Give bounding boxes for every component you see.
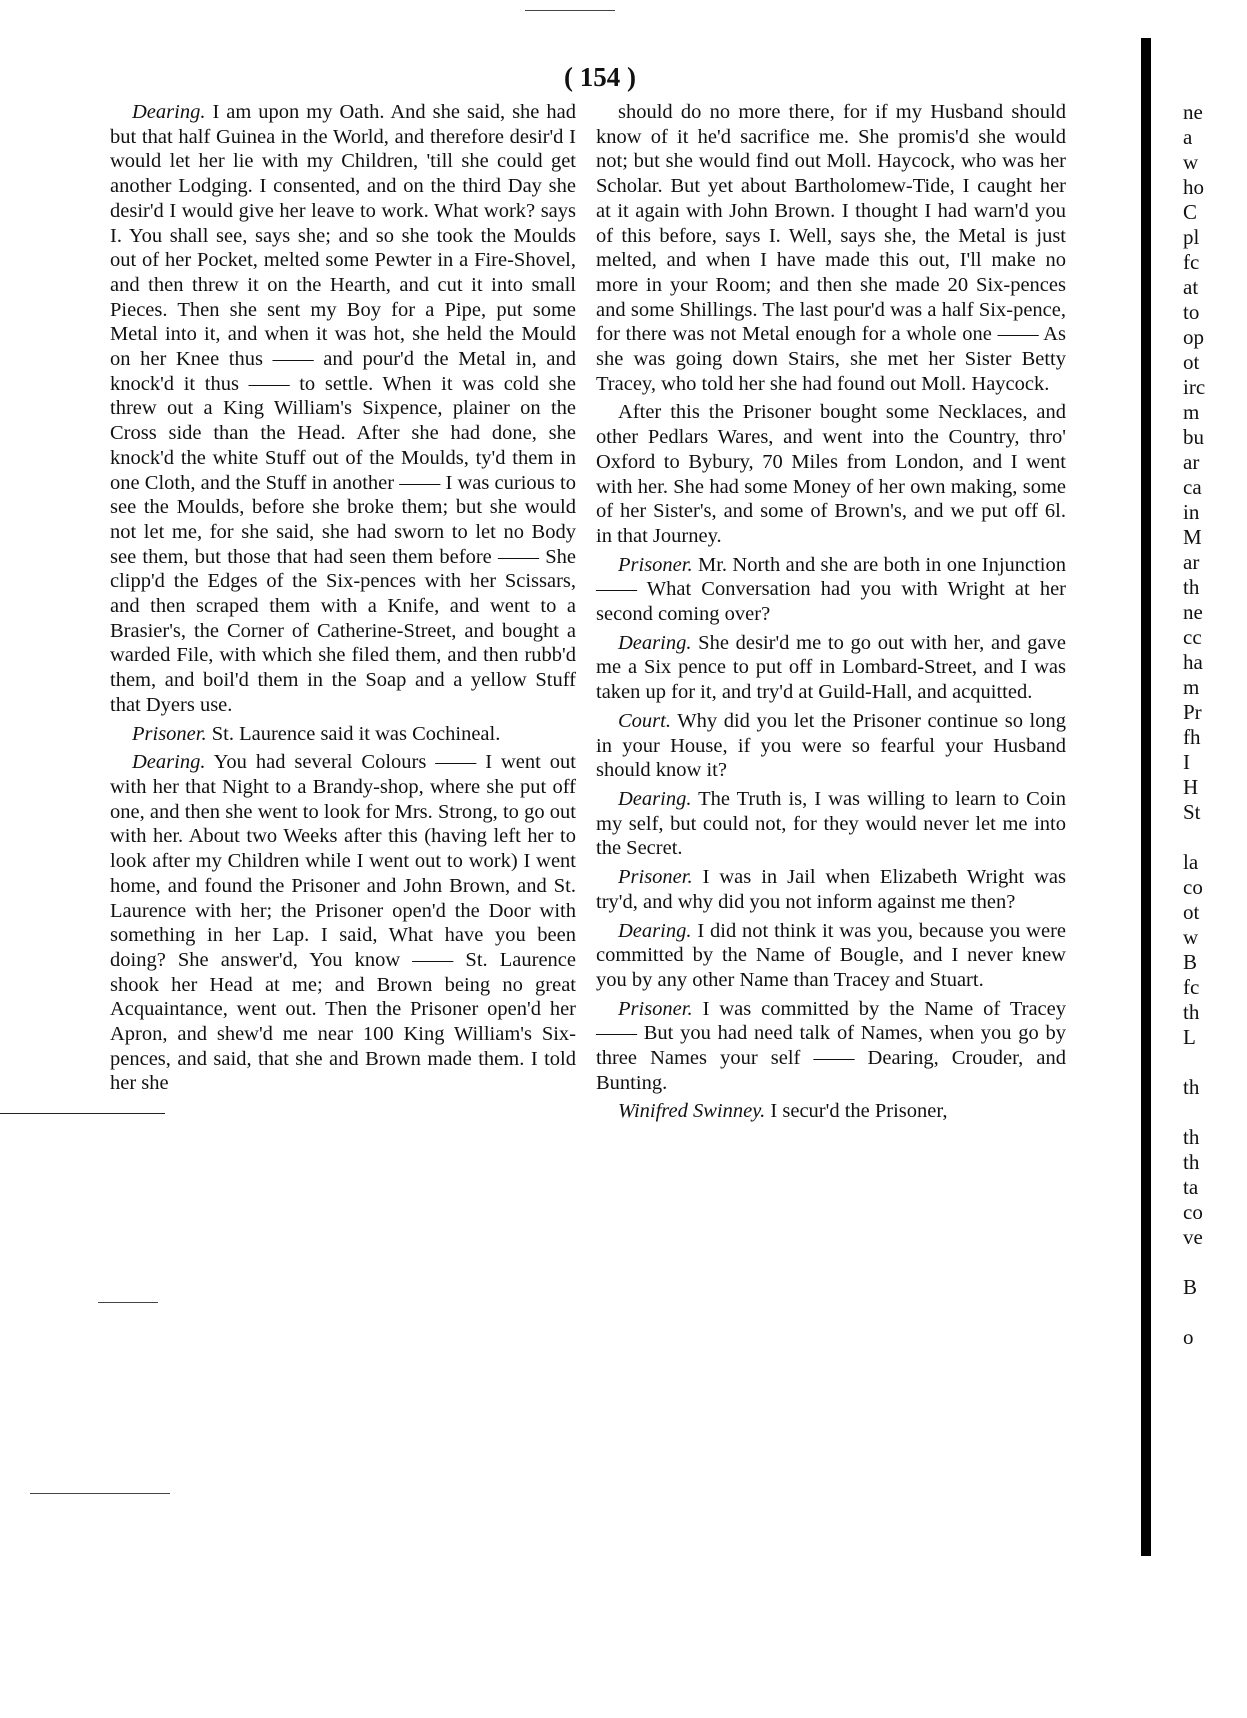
fragment-line: in (1183, 500, 1200, 524)
fragment-line: th (1183, 1000, 1200, 1024)
paragraph-text: I did not think it was you, because you were committed by the Name of Bougle, and I never knew you by any other Name than Tracey and Stuart. (596, 919, 1066, 991)
fragment-line: ta (1183, 1175, 1199, 1199)
paragraph-text: You had several Colours —— I went out with her that Night to a Brandy-shop, where she put off one, and then she went to look for Mrs. Strong, to go out with her. About two Weeks after this (having left her to look after my Children while I went out to work) I went home, and found the Prisoner and John Brown, and St. Laurence with her; the Prisoner open'd the Door with something in her Lap. I said, What have you been doing? She answer'd, You know —— St. Laurence shook her Head at me; and Brown being no great Acquaintance, went out. Then the Prisoner open'd her Apron, and shew'd me near 100 King William's Six-pences, and said, that she and Brown made them. I told her she (110, 751, 576, 1095)
fragment-line: w (1183, 150, 1199, 174)
paragraph (110, 100, 576, 718)
fragment-line: M (1183, 525, 1202, 549)
fragment-line: ho (1183, 175, 1204, 199)
fragment-line (1183, 825, 1243, 850)
fragment-line: cc (1183, 625, 1202, 649)
speaker-name: Dearing. (618, 631, 692, 654)
fragment-line (1183, 1300, 1243, 1325)
fragment-line: m (1183, 675, 1200, 699)
fragment-line: B (1183, 950, 1198, 974)
fragment-line: o (1183, 1325, 1194, 1349)
fragment-line: th (1183, 1150, 1200, 1174)
paragraph (596, 997, 1066, 1096)
paragraph-text: St. Laurence said it was Cochineal. (211, 722, 501, 745)
fold-line (0, 1113, 165, 1114)
fragment-line: ot (1183, 350, 1200, 374)
speaker-name: Dearing. (132, 751, 206, 774)
fragment-line: w (1183, 925, 1199, 949)
paragraph-text: Mr. North and she are both in one Injunction —— What Conversation had you with Wright at her second coming over? (596, 553, 1067, 626)
fragment-line: to (1183, 300, 1200, 324)
speaker-name: Dearing. (618, 919, 692, 942)
paragraph-text: I am upon my Oath. And she said, she had but that half Guinea in the World, and therefore desir'd I would let her lie with my Children, 'till she could get another Lodging. I consented, and on the third Day she desir'd I would give her leave to work. What work? says I. You shall see, says she; and so she took the Moulds out of her Pocket, melted some Pewter in a Fire-Shovel, and then threw it on the Hearth, and cut it into small Pieces. Then she sent my Boy for a Pipe, put some Metal into it, and when it was hot, she held the Mould on her Knee thus —— and pour'd the Metal in, and knock'd it thus —— to settle. When it was cold she threw out a King William's Sixpence, plainer on the Cross side than the Head. After she had done, she knock'd the white Stuff out of the Moulds, ty'd them in one Cloth, and the Stuff in another —— I was curious to see the Moulds, before she broke them; but she would not let me, for she said, she had sworn to let no Body see them, but those that had seen them before —— She clipp'd the Edges of the Six-pences with her Scissars, and then scraped them with a Knife, and went to a Brasier's, the Corner of Catherine-Street, and bought a warded File, with which she filed them, and then rubb'd them, and boil'd them in the Soap and a yellow Stuff that Dyers use. (110, 101, 576, 716)
fragment-line: op (1183, 325, 1204, 349)
binding-edge-rule (1141, 38, 1151, 1556)
paragraph-text: After this the Prisoner bought some Necklaces, and other Pedlars Wares, and went into the Country, thro' Oxford to Bybury, 70 Miles from London, and I went with her. She had some Money of her own making, some of her Sister's, and some of Brown's, and we put off 6l. in that Journey. (596, 401, 1066, 547)
fragment-line: St (1183, 800, 1201, 824)
fragment-line: ne (1183, 600, 1203, 624)
speaker-name: Dearing. (132, 101, 206, 123)
fragment-line: fc (1183, 975, 1200, 999)
speaker-name: Court. (618, 709, 671, 732)
fragment-line: fh (1183, 725, 1201, 749)
paragraph (596, 400, 1066, 548)
fragment-line: ne (1183, 100, 1203, 124)
fragment-line: fc (1183, 250, 1200, 274)
paragraph-text: should do no more there, for if my Husband should know of it he'd sacrifice me. She promis'd she would not; but she would find out Moll. Haycock, who was her Scholar. But yet about Bartholomew-Tide, I caught her at it again with John Brown. I thought I had warn'd you of this before, says I. Well, says she, the Metal is just melted, and when I have made this out, I'll make no more in your Room; and then she made 20 Six-pences and some Shillings. The last pour'd was a half Six-pence, for there was not Metal enough for a whole one —— As she was going down Stairs, she met her Sister Betty Tracey, who told her she had found out Moll. Haycock. (596, 101, 1066, 395)
fragment-line: ot (1183, 900, 1200, 924)
fragment-line: th (1183, 575, 1200, 599)
fragment-line: L (1183, 1025, 1196, 1049)
paragraph-text: Why did you let the Prisoner continue so long in your House, if you were so fearful your Husband should know it? (596, 709, 1066, 782)
fragment-line: ar (1183, 450, 1200, 474)
fragment-line: a (1183, 125, 1193, 149)
left-column (110, 100, 576, 1100)
speaker-name: Prisoner. (618, 553, 693, 576)
speaker-name: Prisoner. (618, 997, 693, 1020)
fragment-line (1183, 1050, 1243, 1075)
paragraph (596, 100, 1066, 396)
paragraph (110, 750, 576, 1096)
fragment-line: co (1183, 875, 1203, 899)
fragment-line: ar (1183, 550, 1200, 574)
paragraph (596, 709, 1066, 783)
fragment-line: B (1183, 1275, 1198, 1299)
fragment-line: th (1183, 1125, 1200, 1149)
paragraph-text: I was committed by the Name of Tracey —— But you had need talk of Names, when you go by three Names your self —— Dearing, Crouder, and Bunting. (596, 997, 1066, 1094)
paragraph (110, 722, 576, 747)
paragraph-text: She desir'd me to go out with her, and gave me a Six pence to put off in Lombard-Street, and I was taken up for it, and try'd at Guild-Hall, and acquitted. (596, 631, 1067, 704)
right-column (596, 100, 1066, 1128)
fragment-line: m (1183, 400, 1200, 424)
fragment-line: ve (1183, 1225, 1203, 1249)
scan-speck (30, 1493, 170, 1494)
fragment-line: pl (1183, 225, 1200, 249)
fragment-line: irc (1183, 375, 1206, 399)
paragraph (596, 631, 1066, 705)
fragment-line: la (1183, 850, 1199, 874)
fragment-line (1183, 1100, 1243, 1125)
paragraph (596, 919, 1066, 993)
paragraph-text: The Truth is, I was willing to learn to Coin my self, but could not, for they would never let me into the Secret. (596, 787, 1066, 860)
paragraph-text: I was in Jail when Elizabeth Wright was try'd, and why did you not inform against me then? (596, 866, 1067, 913)
fragment-line: H (1183, 775, 1199, 799)
next-page-fragment (1183, 100, 1243, 1350)
fragment-line: ca (1183, 475, 1202, 499)
speaker-name: Prisoner. (618, 866, 693, 889)
fragment-line: I (1183, 750, 1190, 774)
fragment-line: C (1183, 200, 1198, 224)
page-number: ( 154 ) (564, 62, 636, 92)
paragraph (596, 787, 1066, 861)
paragraph (596, 865, 1066, 914)
fragment-line: Pr (1183, 700, 1202, 724)
paragraph (596, 553, 1066, 627)
paragraph-text: I secur'd the Prisoner, (770, 1100, 948, 1123)
fragment-line: co (1183, 1200, 1203, 1224)
fragment-line: th (1183, 1075, 1200, 1099)
speaker-name: Dearing. (618, 787, 692, 810)
fragment-line: at (1183, 275, 1199, 299)
fragment-line (1183, 1250, 1243, 1275)
paragraph (596, 1099, 1066, 1124)
fragment-line: ha (1183, 650, 1203, 674)
fragment-line: bu (1183, 425, 1204, 449)
scan-speck (525, 10, 615, 11)
speaker-name: Prisoner. (132, 722, 207, 745)
speaker-name: Winifred Swinney. (618, 1100, 766, 1123)
scan-speck (98, 1302, 158, 1303)
